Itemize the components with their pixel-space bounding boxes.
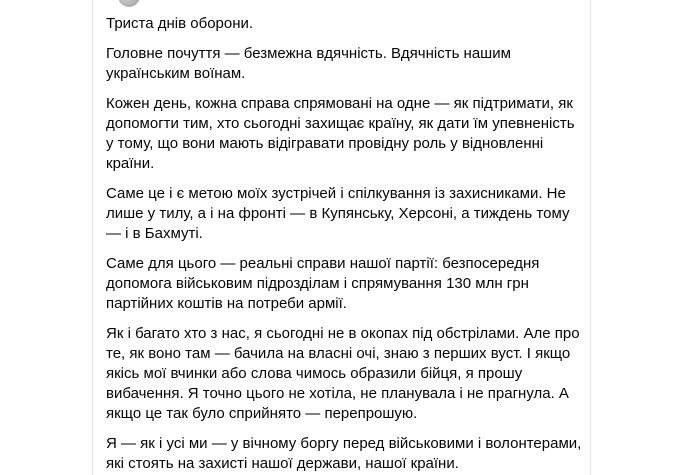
post-paragraph-3: Кожен день, кожна справа спрямовані на одне — як підтримати, як допомогти тим, хто сьогодні захищає країну, як дати їм упевненість у тому, що вони мають відігравати провідну роль у відновленні країни.: [106, 95, 575, 172]
card-border-left: [92, 0, 93, 475]
avatar[interactable]: [118, 0, 140, 7]
post-paragraph-6: Як і багато хто з нас, я сьогодні не в окопах під обстрілами. Але про те, як воно там — бачила на власні очі, знаю з перших вуст. І якщо якісь мої вчинки або слова чимось образили бійця, я прошу вибачення. Я точно цього не хотіла, не планувала і не прагнула. А якщо це так було сприйнято — перепрошую.: [106, 325, 580, 422]
post-text: [106, 14, 584, 475]
post-paragraph-4: Саме це і є метою моїх зустрічей і спілкування із захисниками. Не лише у тилу, а і на фронті — в Купянську, Херсоні, а тиждень тому — і в Бахмуті.: [106, 185, 570, 242]
post-author[interactable]: [118, 0, 172, 6]
post-paragraph-7: Я — як і усі ми — у вічному боргу перед військовими і волонтерами, які стоять на захисті нашої держави, нашої країни.: [106, 435, 582, 472]
post-paragraph-1: Триста днів оборони.: [106, 15, 254, 32]
post-paragraph-2: Головне почуття — безмежна вдячність. Вдячність нашим українським воїнам.: [106, 45, 511, 82]
post-paragraph-5: Саме для цього — реальні справи нашої партії: безпосередня допомога військовим підрозділам і спрямування 130 млн грн партійних коштів на потреби армії.: [106, 255, 540, 312]
card-border-right: [590, 0, 591, 475]
